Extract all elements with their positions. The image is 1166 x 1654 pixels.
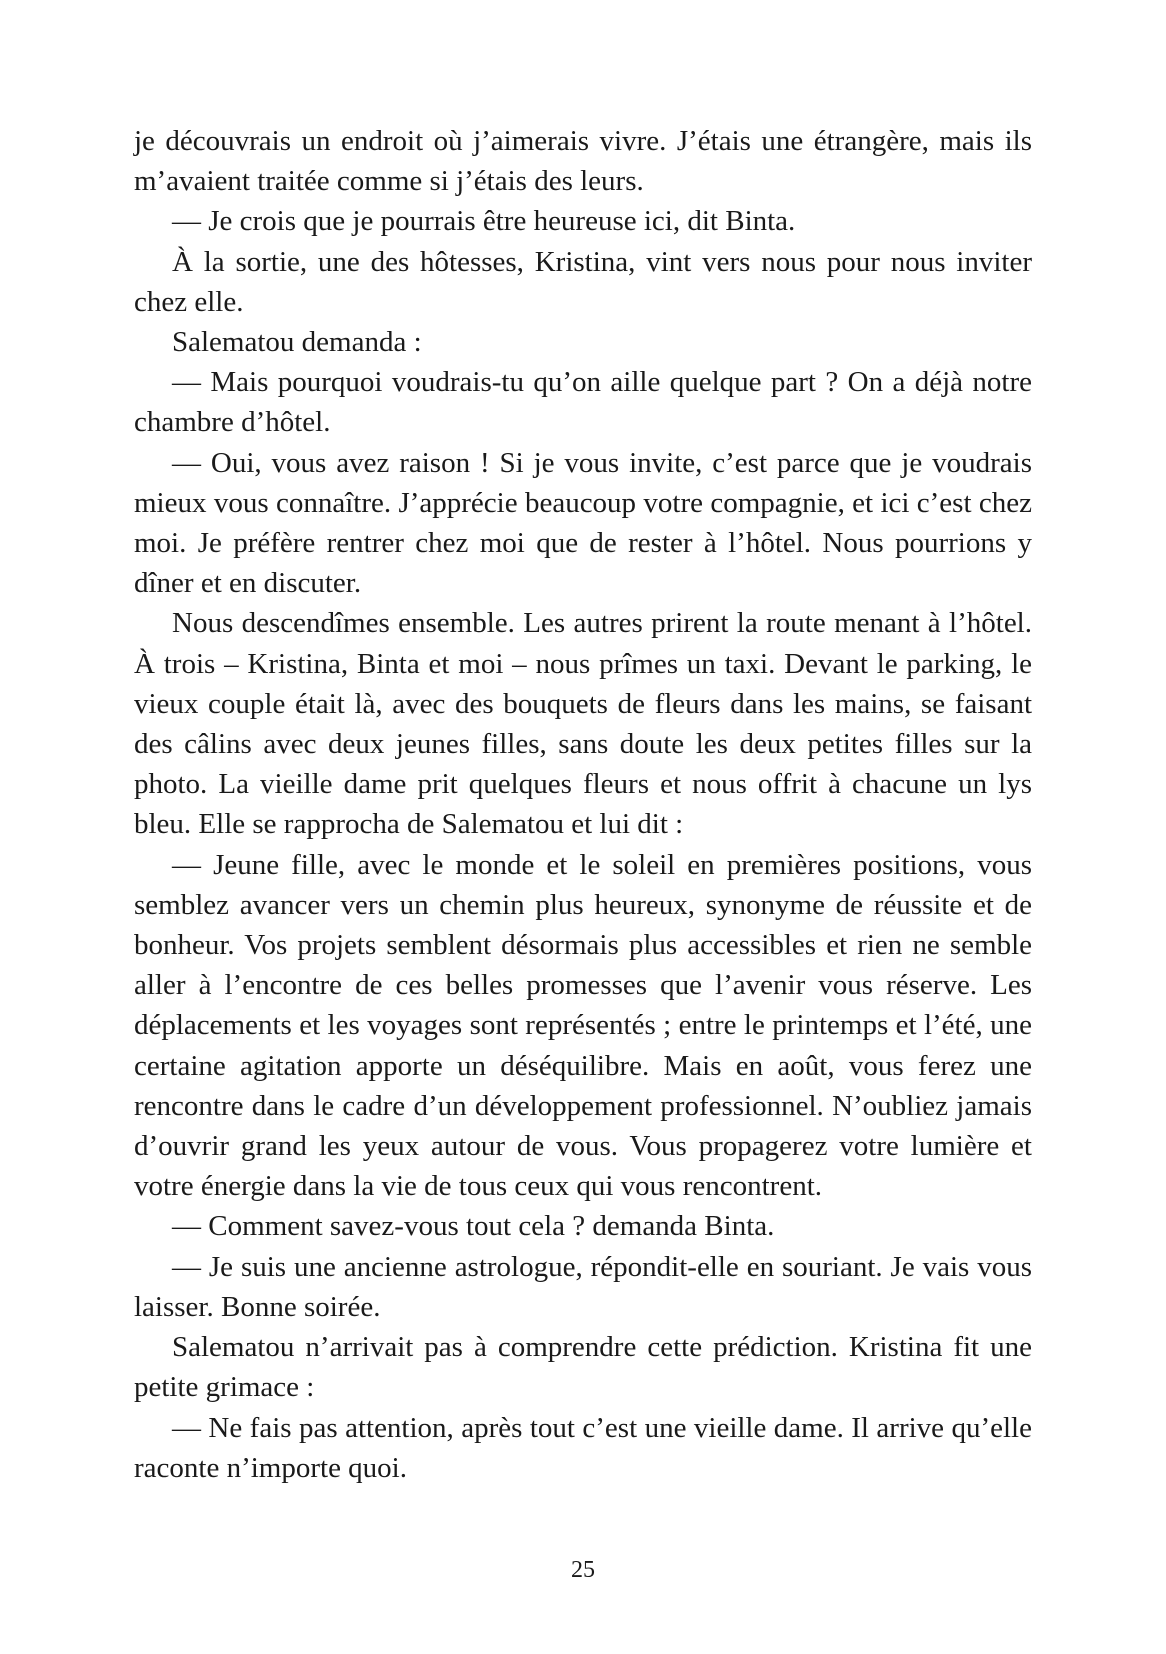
paragraph: je découvrais un endroit où j’aimerais vivre. J’étais une étrangère, mais ils m’avaient traitée comme si j’étais des leurs. <box>134 125 1032 198</box>
paragraph: — Jeune fille, avec le monde et le soleil en premières positions, vous semblez avancer vers un chemin plus heureux, synonyme de réussite et de bonheur. Vos projets semblent désormais plus accessibles et rien ne semble aller à l’encontre de ces belles promesses que l’avenir vous réserve. Les déplacements et les voyages sont représentés ; entre le printemps et l’été, une certaine agitation apporte un déséquilibre. Mais en août, vous ferez une rencontre dans le cadre d’un développement professionnel. N’oubliez jamais d’ouvrir grand les yeux autour de vous. Vous propagerez votre lumière et votre énergie dans la vie de tous ceux qui vous rencontrent. <box>134 848 1032 1203</box>
paragraph: — Ne fais pas attention, après tout c’est une vieille dame. Il arrive qu’elle raconte n’importe quoi. <box>134 1411 1032 1484</box>
paragraph: Nous descendîmes ensemble. Les autres prirent la route menant à l’hôtel. À trois – Kristina, Binta et moi – nous prîmes un taxi. Devant le parking, le vieux couple était là, avec des bouquets de fleurs dans les mains, se faisant des câlins avec deux jeunes filles, sans doute les deux petites filles sur la photo. La vieille dame prit quelques fleurs et nous offrit à chacune un lys bleu. Elle se rapprocha de Salematou et lui dit : <box>134 607 1032 841</box>
paragraph: — Je crois que je pourrais être heureuse ici, dit Binta. <box>172 205 796 238</box>
paragraph: — Oui, vous avez raison ! Si je vous invite, c’est parce que je voudrais mieux vous connaître. J’apprécie beaucoup votre compagnie, et ici c’est chez moi. Je préfère rentrer chez moi que de rester à l’hôtel. Nous pourrions y dîner et en discuter. <box>134 446 1032 600</box>
body-text <box>134 121 1032 1488</box>
paragraph: Salematou n’arrivait pas à comprendre cette prédiction. Kristina fit une petite grimace : <box>134 1331 1032 1404</box>
paragraph: — Mais pourquoi voudrais-tu qu’on aille quelque part ? On a déjà notre chambre d’hôtel. <box>134 366 1032 439</box>
paragraph: Salematou demanda : <box>172 326 422 359</box>
paragraph: — Je suis une ancienne astrologue, répondit-elle en souriant. Je vais vous laisser. Bonne soirée. <box>134 1250 1032 1323</box>
paragraph: À la sortie, une des hôtesses, Kristina, vint vers nous pour nous inviter chez elle. <box>134 245 1032 318</box>
page-number: 25 <box>571 1557 595 1583</box>
paragraph: — Comment savez-vous tout cela ? demanda Binta. <box>172 1210 775 1243</box>
